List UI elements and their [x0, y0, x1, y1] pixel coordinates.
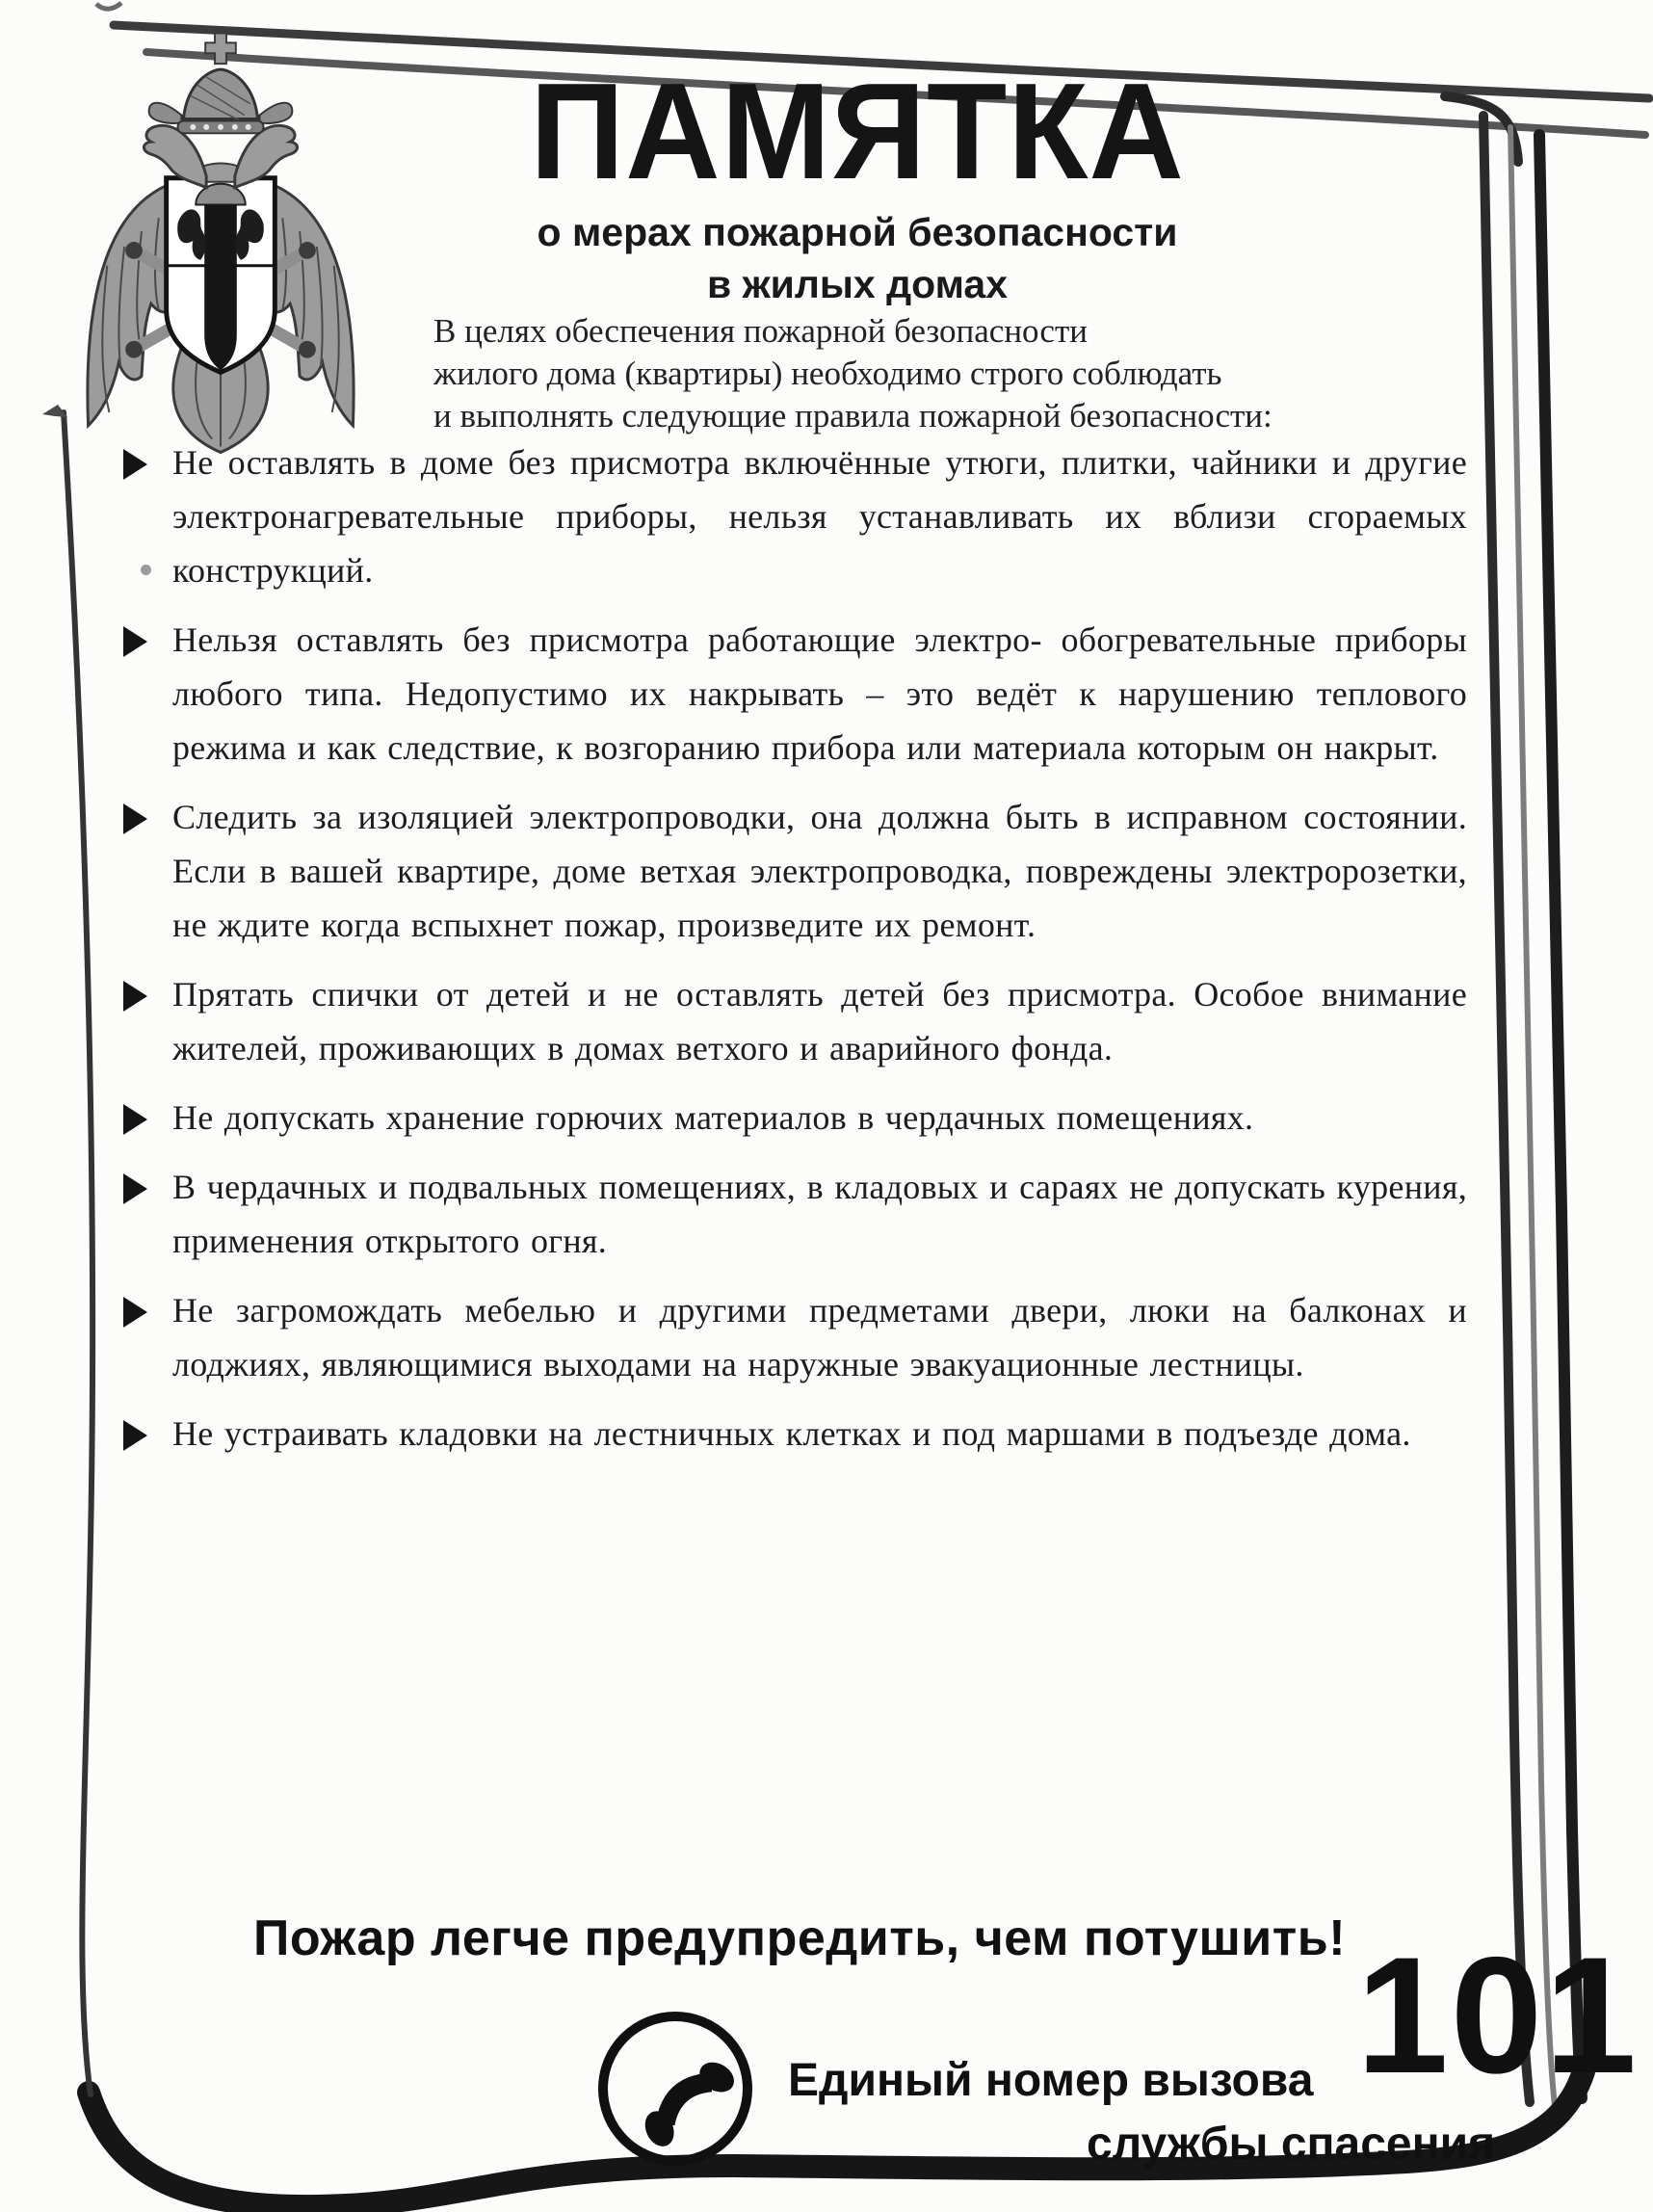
- list-item: [123, 613, 1467, 775]
- right-triangle-bullet-icon: [123, 626, 147, 657]
- slogan: Пожар легче предупредить, чем потушить!: [252, 1910, 1347, 1966]
- rule-text: Нельзя оставлять без присмотра работающие электро- обогревательные приборы любого типа. Недопустимо их накрывать – это ведёт к нарушению теплового режима и как следствие, к возгоранию прибора или материала которым он накрыт.: [172, 620, 1467, 767]
- right-triangle-bullet-icon: [123, 1297, 147, 1328]
- intro-line: жилого дома (квартиры) необходимо строго соблюдать: [433, 355, 1222, 392]
- right-triangle-bullet-icon: [123, 1104, 147, 1135]
- right-triangle-bullet-icon: [123, 803, 147, 834]
- intro-line: В целях обеспечения пожарной безопасности: [433, 312, 1088, 350]
- memo-subtitle-line1: о мерах пожарной безопасности: [537, 210, 1178, 254]
- rule-text: Прятать спички от детей и не оставлять детей без присмотра. Особое внимание жителей, проживающих в домах ветхого и аварийного фонда.: [172, 975, 1467, 1067]
- rule-text: Не допускать хранение горючих материалов в чердачных помещениях.: [172, 1098, 1254, 1137]
- imperial-crown-icon: [149, 34, 293, 134]
- right-triangle-bullet-icon: [123, 449, 147, 480]
- list-item: [123, 1160, 1467, 1268]
- rule-text: Не устраивать кладовки на лестничных клетках и под маршами в подъезде дома.: [172, 1414, 1411, 1453]
- list-item: [123, 1407, 1467, 1461]
- list-item: [123, 1283, 1467, 1391]
- list-item: [123, 435, 1467, 597]
- right-triangle-bullet-icon: [123, 981, 147, 1012]
- intro-line: и выполнять следующие правила пожарной безопасности:: [433, 397, 1273, 434]
- rule-text: Следить за изоляцией электропроводки, она должна быть в исправном состоянии. Если в вашей квартире, доме ветхая электропроводка, повреждены электророзетки, не ждите когда вспыхнет пожар, произведите их ремонт.: [172, 798, 1467, 944]
- list-item: [123, 790, 1467, 952]
- rule-text: Не оставлять в доме без присмотра включённые утюги, плитки, чайники и другие электронагревательные приборы, нельзя устанавливать их вблизи сгораемых конструкций.: [172, 443, 1467, 590]
- right-triangle-bullet-icon: [123, 1173, 147, 1204]
- list-item: [123, 967, 1467, 1075]
- intro-paragraph: [433, 310, 1397, 437]
- memo-subtitle-line2: в жилых домах: [706, 262, 1009, 306]
- rule-text: Не загромождать мебелью и другими предметами двери, люки на балконах и лоджиях, являющимися выходами на наружные эвакуационные лестницы.: [172, 1291, 1467, 1383]
- phone-number-101: 101: [1356, 1923, 1639, 2108]
- rules-list: [123, 435, 1467, 1476]
- list-item: [123, 1091, 1467, 1145]
- emercom-double-headed-eagle-emblem: [54, 25, 387, 461]
- phone-handset-icon: [592, 2006, 758, 2172]
- phone-label: Единый номер вызова: [788, 2055, 1314, 2106]
- phone-sublabel: службы спасения: [1087, 2119, 1496, 2170]
- right-triangle-bullet-icon: [123, 1420, 147, 1451]
- rule-text: В чердачных и подвальных помещениях, в кладовых и сараях не допускать курения, применения открытого огня.: [172, 1168, 1467, 1260]
- novosibirsk-shield: [167, 178, 276, 373]
- memo-title: ПАМЯТКА: [530, 55, 1185, 208]
